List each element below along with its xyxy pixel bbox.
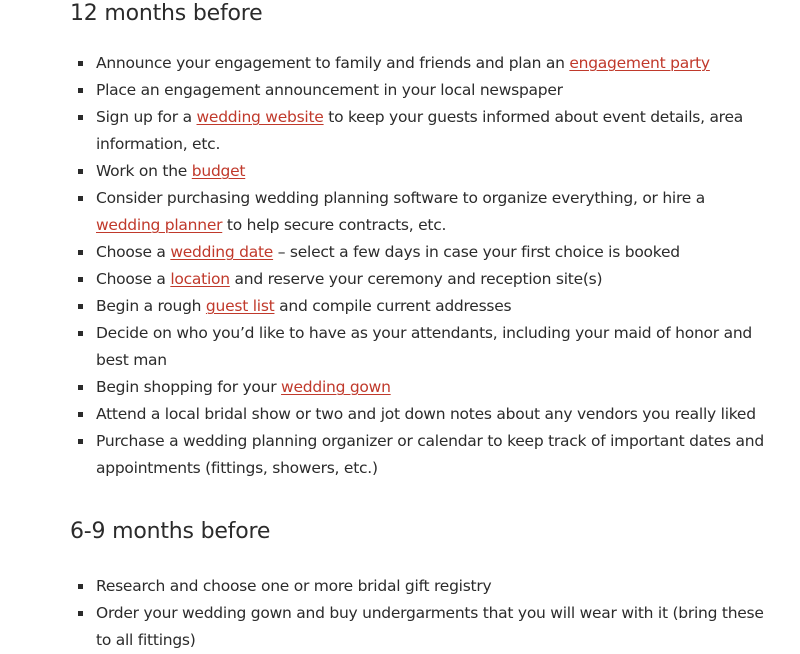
list-item: Work on the budget (70, 158, 770, 185)
list-item: Order your wedding gown and buy undergarments that you will wear with it (bring these to all fittings) (70, 600, 770, 654)
list-item: Place an engagement announcement in your local newspaper (70, 77, 770, 104)
list-item: Decide on who you’d like to have as your attendants, including your maid of honor and best man (70, 320, 770, 374)
list-item: Attend a local bridal show or two and jot down notes about any vendors you really liked (70, 401, 770, 428)
list-item: Begin shopping for your wedding gown (70, 374, 770, 401)
budget-link[interactable]: budget (191, 162, 246, 180)
wedding-website-link[interactable]: wedding website (196, 108, 324, 126)
wedding-planner-link[interactable]: wedding planner (96, 216, 223, 234)
section-heading-12-months: 12 months before (70, 1, 263, 26)
article-content (70, 0, 770, 654)
list-item: Choose a wedding date – select a few days in case your first choice is booked (70, 239, 770, 266)
engagement-party-link[interactable]: engagement party (569, 54, 710, 72)
wedding-gown-link[interactable]: wedding gown (281, 378, 391, 396)
checklist-6-9-months (70, 573, 770, 654)
checklist-12-months (70, 50, 770, 482)
list-item: Choose a location and reserve your ceremony and reception site(s) (70, 266, 770, 293)
list-item: Research and choose one or more bridal gift registry (70, 573, 770, 600)
section-heading-6-9-months: 6-9 months before (70, 519, 271, 544)
list-item: Consider purchasing wedding planning software to organize everything, or hire a wedding planner to help secure contracts, etc. (70, 185, 770, 239)
wedding-date-link[interactable]: wedding date (170, 243, 274, 261)
list-item: Begin a rough guest list and compile current addresses (70, 293, 770, 320)
list-item: Announce your engagement to family and friends and plan an engagement party (70, 50, 770, 77)
guest-list-link[interactable]: guest list (205, 297, 275, 315)
list-item: Sign up for a wedding website to keep your guests informed about event details, area information, etc. (70, 104, 770, 158)
list-item: Purchase a wedding planning organizer or calendar to keep track of important dates and appointments (fittings, showers, etc.) (70, 428, 770, 482)
location-link[interactable]: location (170, 270, 230, 288)
